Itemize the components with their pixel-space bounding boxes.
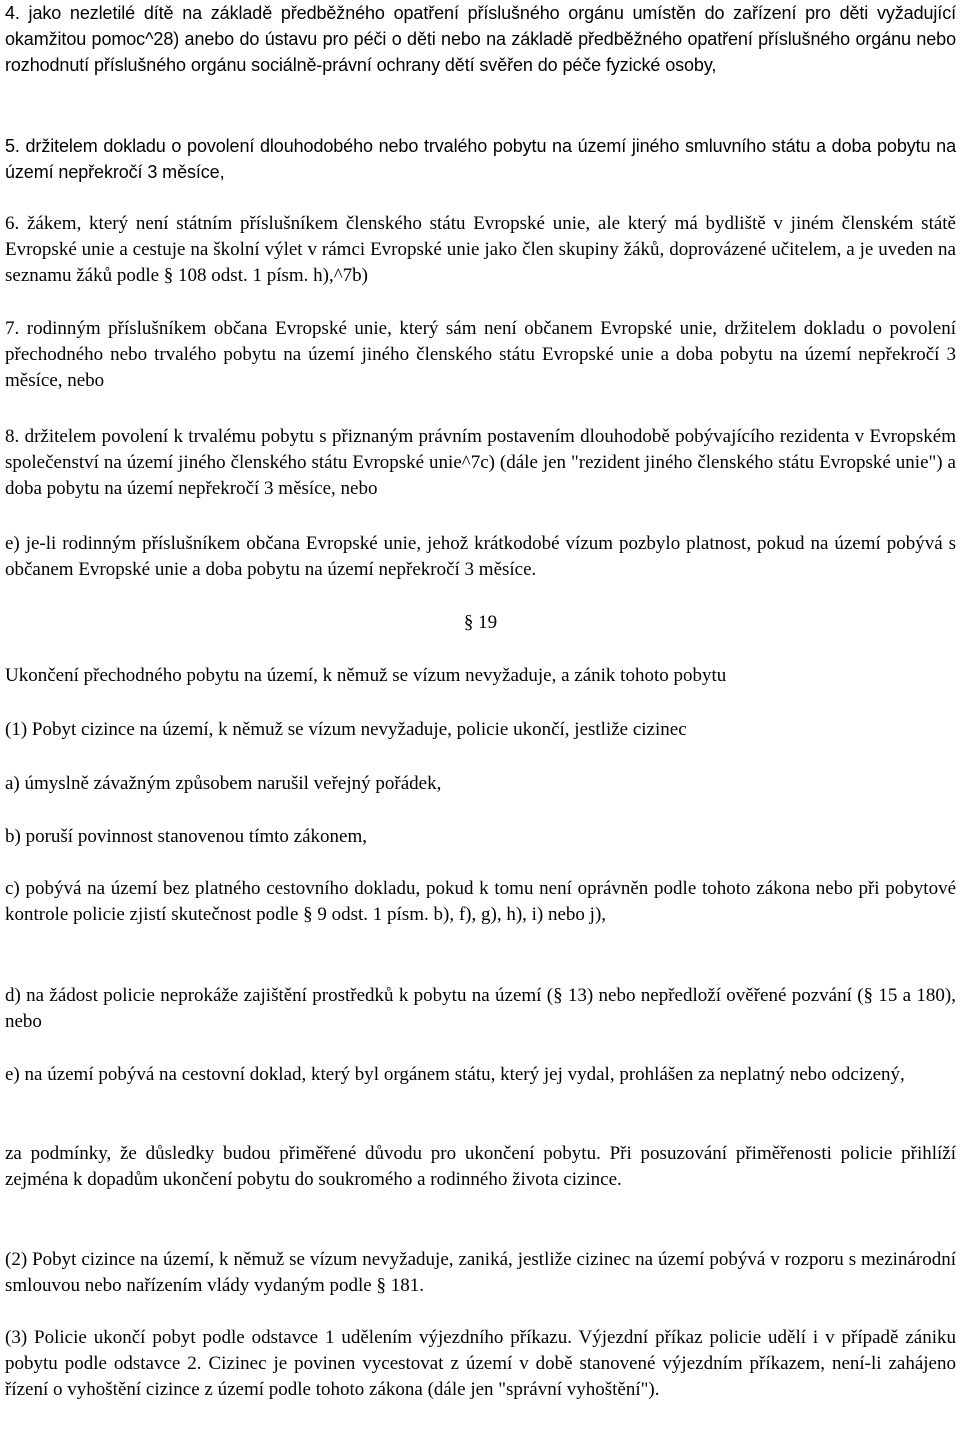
section-number: § 19 <box>463 612 498 633</box>
paragraph-item-6: 6. žákem, který není státním příslušníkem členského státu Evropské unie, ale který má bydliště v jiném členském státě Evropské unie a cestuje na školní výlet v rámci Evropské unie jako člen skupiny žáků, doprovázené učitelem, a je uveden na seznamu žáků podle § 108 odst. 1 písm. h),^7b) <box>5 213 956 286</box>
paragraph-item-5: 5. držitelem dokladu o povolení dlouhodobého nebo trvalého pobytu na území jiného smluvního státu a doba pobytu na území nepřekročí 3 měsíce, <box>5 136 956 182</box>
subsection-3: (3) Policie ukončí pobyt podle odstavce 1 udělením výjezdního příkazu. Výjezdní příkaz policie udělí i v případě zániku pobytu podle odstavce 2. Cizinec je povinen vycestovat z území v době stanovené výjezdním příkazem, není-li zahájeno řízení o vyhoštění cizince z území podle tohoto zákona (dále jen "správní vyhoštění"). <box>5 1327 956 1400</box>
paragraph-item-4: 4. jako nezletilé dítě na základě předběžného opatření příslušného orgánu umístěn do zařízení pro děti vyžadující okamžitou pomoc^28) anebo do ústavu pro péči o děti nebo na základě předběžného opatření příslušného orgánu nebo rozhodnutí příslušného orgánu sociálně-právní ochrany dětí svěřen do péče fyzické osoby, <box>5 3 956 75</box>
list-item-d: d) na žádost policie neprokáže zajištění prostředků k pobytu na území (§ 13) nebo nepředloží ověřené pozvání (§ 15 a 180), nebo <box>5 985 956 1032</box>
paragraph-item-7: 7. rodinným příslušníkem občana Evropské unie, který sám není občanem Evropské unie, držitelem dokladu o povolení přechodného nebo trvalého pobytu na území jiného členského státu Evropské unie a doba pobytu na území nepřekročí 3 měsíce, nebo <box>5 318 956 391</box>
list-item-b: b) poruší povinnost stanovenou tímto zákonem, <box>5 826 368 847</box>
list-item-c: c) pobývá na území bez platného cestovního dokladu, pokud k tomu není oprávněn podle tohoto zákona nebo při pobytové kontrole policie zjistí skutečnost podle § 9 odst. 1 písm. b), f), g), h), i) nebo j), <box>5 878 956 925</box>
section-heading: Ukončení přechodného pobytu na území, k němuž se vízum nevyžaduje, a zánik tohoto pobytu <box>5 665 727 686</box>
list-item-e: e) na území pobývá na cestovní doklad, který byl orgánem státu, který jej vydal, prohlášen za neplatný nebo odcizený, <box>5 1064 905 1085</box>
list-item-a: a) úmyslně závažným způsobem narušil veřejný pořádek, <box>5 773 442 794</box>
subsection-1-intro: (1) Pobyt cizince na území, k němuž se vízum nevyžaduje, policie ukončí, jestliže cizinec <box>5 719 687 740</box>
condition-paragraph: za podmínky, že důsledky budou přiměřené důvodu pro ukončení pobytu. Při posuzování přiměřenosti policie přihlíží zejména k dopadům ukončení pobytu do soukromého a rodinného života cizince. <box>5 1143 956 1190</box>
paragraph-item-8: 8. držitelem povolení k trvalému pobytu s přiznaným právním postavením dlouhodobě pobývajícího rezidenta v Evropském společenství na území jiného členského státu Evropské unie^7c) (dále jen "rezident jiného členského státu Evropské unie") a doba pobytu na území nepřekročí 3 měsíce, nebo <box>5 426 956 499</box>
subsection-2: (2) Pobyt cizince na území, k němuž se vízum nevyžaduje, zaniká, jestliže cizinec na území pobývá v rozporu s mezinárodní smlouvou nebo nařízením vlády vydaným podle § 181. <box>5 1249 956 1296</box>
paragraph-item-e: e) je-li rodinným příslušníkem občana Evropské unie, jehož krátkodobé vízum pozbylo platnost, pokud na území pobývá s občanem Evropské unie a doba pobytu na území nepřekročí 3 měsíce. <box>5 533 956 580</box>
